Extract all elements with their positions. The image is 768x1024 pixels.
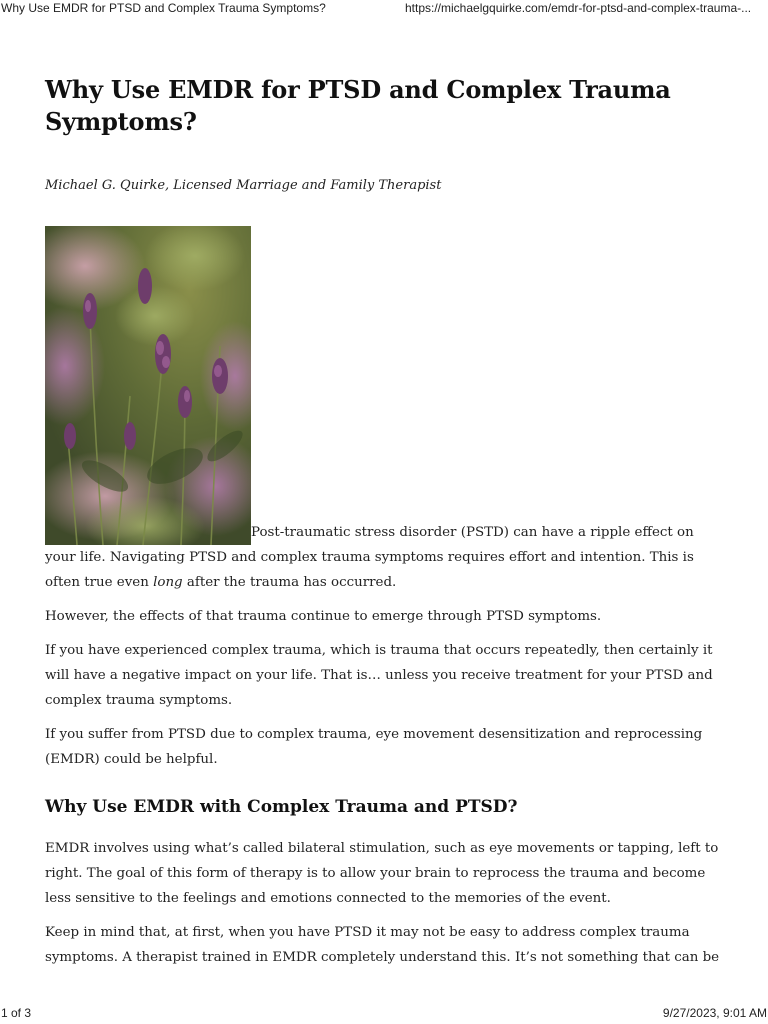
page-number: 1 of 3 [1, 1006, 32, 1020]
intro-emphasis: long [153, 575, 183, 590]
intro-text-2: after the trauma has occurred. [182, 575, 397, 590]
paragraph-emdr-helpful: If you suffer from PTSD due to complex trauma, eye movement desensitization and reprocessing (EMDR) could be helpful. [45, 727, 703, 767]
print-date: 9/27/2023, 9:01 AM [662, 1006, 767, 1020]
print-header-url[interactable]: https://michaelgquirke.com/emdr-for-ptsd-and-complex-trauma-... [405, 1, 752, 15]
paragraph-complex-trauma: If you have experienced complex trauma, which is trauma that occurs repeatedly, then certainly it will have a negative impact on your life. That is… unless you receive treatment for your PTSD and complex trauma symptoms. [45, 643, 713, 708]
print-header [0, 0, 768, 18]
section-heading: Why Use EMDR with Complex Trauma and PTSD? [45, 797, 518, 817]
paragraph-effects: However, the effects of that trauma continue to emerge through PTSD symptoms. [45, 609, 602, 624]
print-footer [0, 1004, 768, 1024]
intro-text-1: Post-traumatic stress disorder (PSTD) can have a ripple effect on your life. Navigating PTSD and complex trauma symptoms requires effort and intention. This is often true even [45, 525, 694, 590]
paragraph-bilateral: EMDR involves using what’s called bilateral stimulation, such as eye movements or tapping, left to right. The goal of this form of therapy is to allow your brain to reprocess the trauma and become less sensitive to the feelings and emotions connected to the memories of the event. [45, 841, 719, 906]
article-byline: Michael G. Quirke, Licensed Marriage and Family Therapist [45, 178, 442, 193]
article [45, 74, 725, 979]
article-title: Why Use EMDR for PTSD and Complex Trauma Symptoms? [45, 75, 671, 136]
print-header-title: Why Use EMDR for PTSD and Complex Trauma Symptoms? [1, 1, 326, 15]
intro-paragraph [45, 226, 725, 595]
lavender-photo [45, 226, 251, 545]
paragraph-keep-in-mind: Keep in mind that, at first, when you have PTSD it may not be easy to address complex trauma symptoms. A therapist trained in EMDR completely understand this. It’s not something that can be [45, 925, 720, 965]
